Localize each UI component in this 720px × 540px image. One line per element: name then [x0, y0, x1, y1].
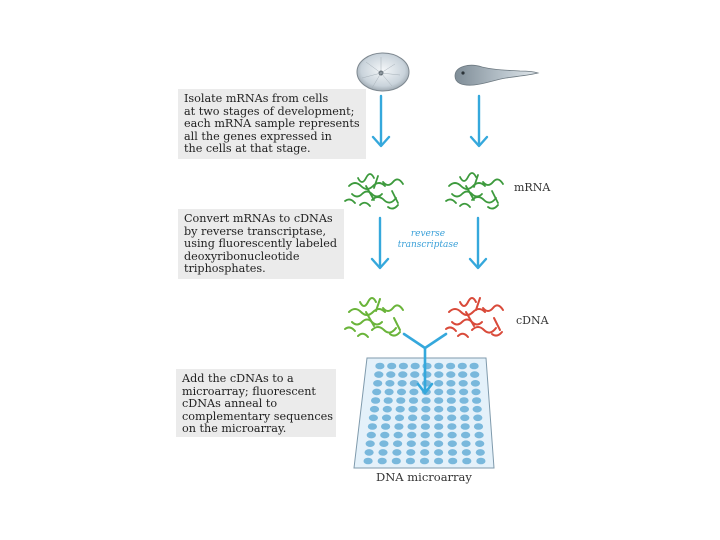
egg-cell-icon	[357, 53, 409, 91]
microarray-spot	[474, 423, 483, 430]
microarray-chip	[354, 358, 494, 468]
enzyme-line-1: reverse	[410, 229, 446, 239]
microarray-spot	[421, 432, 430, 439]
step-2-line-2: by reverse transcriptase,	[184, 224, 327, 238]
step-1-line-1: Isolate mRNAs from cells	[184, 92, 329, 105]
microarray-spot	[382, 415, 391, 422]
microarray-spot	[434, 449, 443, 456]
cdna-label: cDNA	[516, 314, 549, 327]
microarray-spot	[434, 432, 443, 439]
step-1-line-5: the cells at that stage.	[184, 142, 311, 156]
microarray-spot	[381, 423, 390, 430]
microarray-spot	[470, 371, 479, 378]
microarray-spot	[406, 458, 415, 465]
microarray-spot	[473, 406, 482, 413]
microarray-spot	[392, 458, 401, 465]
step-3-line-2: microarray; fluorescent	[182, 384, 316, 398]
microarray-spot	[461, 432, 470, 439]
microarray-spot	[460, 415, 469, 422]
step-2-line-1: Convert mRNAs to cDNAs	[184, 212, 333, 225]
microarray-spot	[434, 371, 443, 378]
step-1-line-4: all the genes expressed in	[184, 129, 332, 143]
microarray-spot	[396, 397, 405, 404]
microarray-spot	[448, 458, 457, 465]
microarray-spot	[434, 423, 443, 430]
microarray-spot	[367, 432, 376, 439]
microarray-spot	[434, 415, 443, 422]
cdna-cluster-red	[446, 298, 503, 337]
microarray-spot	[476, 458, 485, 465]
step-2-box	[178, 209, 344, 279]
microarray-spot	[472, 397, 481, 404]
microarray-spot	[364, 458, 373, 465]
microarray-spot	[410, 371, 419, 378]
microarray-spot	[373, 380, 382, 387]
microarray-spot	[394, 432, 403, 439]
microarray-spot	[372, 389, 381, 396]
microarray-spot	[448, 440, 457, 447]
microarray-spot	[462, 458, 471, 465]
microarray-spot	[409, 397, 418, 404]
microarray-spot	[446, 371, 455, 378]
microarray-spot	[475, 432, 484, 439]
mrna-label: mRNA	[514, 181, 551, 194]
microarray-spot	[385, 380, 394, 387]
merge-arrow	[404, 334, 446, 393]
microarray-spot	[471, 389, 480, 396]
microarray-spot	[394, 423, 403, 430]
microarray-spot	[395, 415, 404, 422]
microarray-spot	[458, 371, 467, 378]
microarray-spot	[434, 389, 443, 396]
microarray-spot	[393, 440, 402, 447]
microarray-spot	[421, 415, 430, 422]
cdna-cluster-green	[345, 298, 403, 337]
microarray-spot	[422, 397, 431, 404]
microarray-spot	[411, 363, 420, 370]
microarray-spot	[392, 449, 401, 456]
arrow-1-left	[373, 96, 389, 146]
microarray-spot	[447, 423, 456, 430]
mrna-cluster-left	[345, 174, 403, 209]
microarray-spot	[369, 415, 378, 422]
microarray-spot	[378, 458, 387, 465]
step-3-line-4: complementary sequences	[182, 409, 333, 423]
arrow-1-right	[471, 96, 487, 146]
microarray-spot	[448, 432, 457, 439]
microarray-spot	[420, 449, 429, 456]
microarray-spot	[434, 458, 443, 465]
microarray-spot	[407, 432, 416, 439]
microarray-spot	[446, 363, 455, 370]
microarray-spot	[459, 380, 468, 387]
microarray-spot	[396, 406, 405, 413]
enzyme-line-2: transcriptase	[397, 240, 459, 250]
microarray-spot	[448, 449, 457, 456]
tadpole-icon	[455, 65, 538, 85]
microarray-spot	[385, 389, 394, 396]
microarray-spot	[408, 406, 417, 413]
microarray-label: DNA microarray	[376, 470, 472, 484]
microarray-spot	[406, 449, 415, 456]
microarray-spot	[422, 389, 431, 396]
step-3-line-1: Add the cDNAs to a	[182, 372, 294, 385]
microarray-spot	[375, 363, 384, 370]
microarray-spot	[420, 440, 429, 447]
microarray-spot	[473, 415, 482, 422]
microarray-spot	[408, 423, 417, 430]
microarray-spot	[384, 397, 393, 404]
microarray-spot	[378, 449, 387, 456]
microarray-spot	[397, 389, 406, 396]
microarray-spot	[374, 371, 383, 378]
microarray-spot	[458, 363, 467, 370]
microarray-spot	[383, 406, 392, 413]
step-2-line-5: triphosphates.	[184, 262, 266, 276]
microarray-spot	[447, 406, 456, 413]
microarray-spot	[422, 363, 431, 370]
microarray-spot	[447, 415, 456, 422]
microarray-spot	[420, 458, 429, 465]
mrna-cluster-right	[446, 173, 503, 209]
microarray-spot	[422, 380, 431, 387]
microarray-spot	[434, 380, 443, 387]
microarray-spot	[459, 389, 468, 396]
microarray-spot	[407, 440, 416, 447]
microarray-spot	[422, 371, 431, 378]
microarray-spot	[470, 363, 479, 370]
microarray-spot	[447, 397, 456, 404]
step-3-line-5: on the microarray.	[182, 422, 287, 436]
microarray-spot	[409, 389, 418, 396]
microarray-spot	[408, 415, 417, 422]
microarray-spot	[434, 397, 443, 404]
microarray-spot	[446, 380, 455, 387]
microarray-spot	[459, 397, 468, 404]
microarray-spot	[399, 363, 408, 370]
microarray-spot	[460, 406, 469, 413]
microarray-spot	[447, 389, 456, 396]
microarray-spot	[434, 406, 443, 413]
microarray-spot	[371, 397, 380, 404]
microarray-spot	[410, 380, 419, 387]
microarray-spot	[475, 440, 484, 447]
microarray-spot	[421, 406, 430, 413]
step-1-line-2: at two stages of development;	[184, 104, 355, 118]
microarray-spot	[380, 432, 389, 439]
microarray-spot	[462, 449, 471, 456]
microarray-spot	[366, 440, 375, 447]
microarray-spot	[398, 371, 407, 378]
step-1-box	[178, 89, 366, 159]
microarray-spot	[368, 423, 377, 430]
microarray-spot	[461, 440, 470, 447]
microarray-spot	[386, 371, 395, 378]
microarray-spot	[471, 380, 480, 387]
microarray-spots	[364, 363, 486, 465]
microarray-spot	[379, 440, 388, 447]
reverse-transcriptase-label	[383, 229, 473, 251]
microarray-spot	[476, 449, 485, 456]
microarray-spot	[398, 380, 407, 387]
microarray-spot	[365, 449, 374, 456]
microarray-spot	[421, 423, 430, 430]
step-1-line-3: each mRNA sample represents	[184, 117, 360, 131]
microarray-spot	[461, 423, 470, 430]
step-3-line-3: cDNAs anneal to	[182, 397, 278, 411]
microarray-spot	[370, 406, 379, 413]
step-3-box	[176, 369, 336, 437]
step-2-line-4: deoxyribonucleotide	[184, 249, 300, 263]
microarray-spot	[434, 440, 443, 447]
step-2-line-3: using fluorescently labeled	[184, 237, 337, 251]
microarray-spot	[387, 363, 396, 370]
microarray-spot	[434, 363, 443, 370]
